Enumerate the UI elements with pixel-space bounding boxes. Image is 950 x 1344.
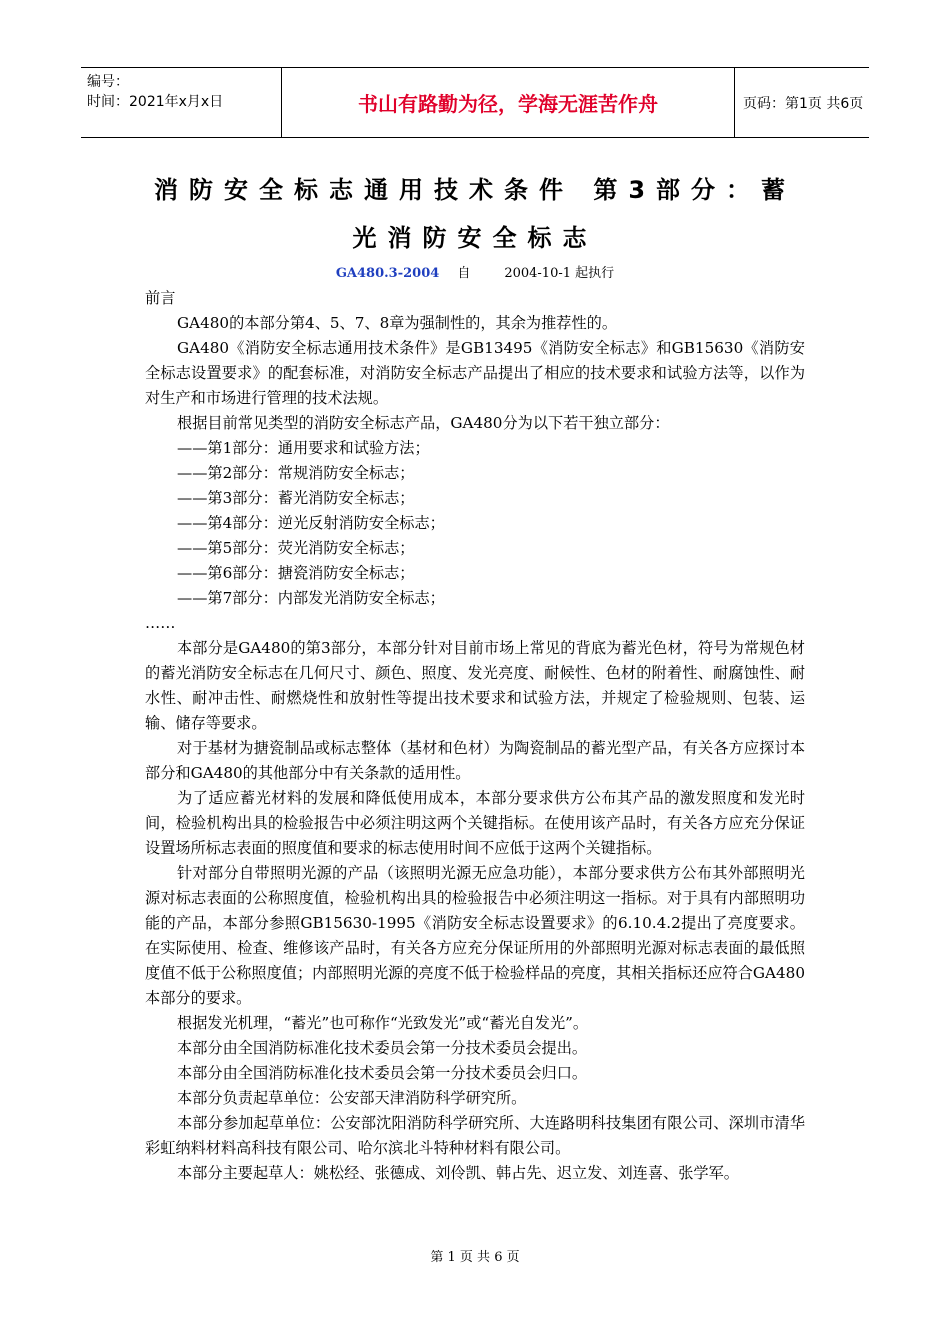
list-item: ——第2部分：常规消防安全标志；: [177, 464, 415, 482]
ellipsis: ……: [145, 614, 176, 632]
list-item: ——第3部分：蓄光消防安全标志；: [177, 489, 415, 507]
list-item: ——第5部分：荧光消防安全标志；: [177, 539, 415, 557]
paragraph: 为了适应蓄光材料的发展和降低使用成本，本部分要求供方公布其产品的激发照度和发光时间，检验机构出具的检验报告中必须注明这两个关键指标。在使用该产品时，有关各方应充分保证设置场所标志表面的照度值和要求的标志使用时间不应低于这两个关键指标。: [145, 789, 805, 857]
paragraph: 根据发光机理，“蓄光”也可称作“光致发光”或“蓄光自发光”。: [177, 1014, 589, 1032]
list-item: ——第7部分：内部发光消防安全标志；: [177, 589, 445, 607]
paragraph: GA480的本部分第4、5、7、8章为强制性的，其余为推荐性的。: [177, 314, 618, 332]
paragraph: 本部分是GA480的第3部分，本部分针对目前市场上常见的背底为蓄光色材，符号为常规色材的蓄光消防安全标志在几何尺寸、颜色、照度、发光亮度、耐候性、色材的附着性、耐腐蚀性、耐水性、耐冲击性、耐燃烧性和放射性等提出技术要求和试验方法，并规定了检验规则、包装、运输、储存等要求。: [145, 639, 805, 732]
document-body: [145, 286, 805, 1186]
page-footer: 第 1 页 共 6 页: [430, 1250, 520, 1265]
header-info: [81, 68, 281, 137]
from-label: 自: [457, 266, 471, 281]
time-label: 时间：2021年x月x日: [87, 94, 224, 110]
paragraph: GA480《消防安全标志通用技术条件》是GB13495《消防安全标志》和GB15630《消防安全标志设置要求》的配套标准，对消防安全标志产品提出了相应的技术要求和试验方法等，以作为对生产和市场进行管理的技术法规。: [145, 339, 805, 407]
effective-date: 2004-10-1 起执行: [504, 266, 615, 281]
paragraph: 本部分负责起草单位：公安部天津消防科学研究所。: [177, 1089, 527, 1107]
standard-meta: [0, 262, 950, 281]
paragraph: 针对部分自带照明光源的产品（该照明光源无应急功能），本部分要求供方公布其外部照明光源对标志表面的公称照度值，检验机构出具的检验报告中必须注明这一指标。对于具有内部照明功能的产品，本部分参照GB15630-1995《消防安全标志设置要求》的6.10.4.2提出了亮度要求。在实际使用、检查、维修该产品时，有关各方应充分保证所用的外部照明光源对标志表面的最低照度值不低于公称照度值；内部照明光源的亮度不低于检验样品的亮度，其相关指标还应符合GA480本部分的要求。: [145, 864, 805, 1007]
document-title-line1: 消防安全标志通用技术条件 第3部分：蓄: [153, 176, 797, 204]
paragraph: 本部分主要起草人：姚松经、张德成、刘伶凯、韩占先、迟立发、刘连喜、张学军。: [177, 1164, 739, 1182]
document-title-line2: 光消防安全标志: [352, 224, 598, 252]
paragraph: 根据目前常见类型的消防安全标志产品，GA480分为以下若干独立部分：: [177, 414, 670, 432]
page-header: [81, 67, 869, 138]
list-item: ——第4部分：逆光反射消防安全标志；: [177, 514, 445, 532]
paragraph: 本部分由全国消防标准化技术委员会第一分技术委员会归口。: [177, 1064, 588, 1082]
paragraph: 本部分参加起草单位：公安部沈阳消防科学研究所、大连路明科技集团有限公司、深圳市清华彩虹纳料材料高科技有限公司、哈尔滨北斗特种材料有限公司。: [145, 1114, 805, 1157]
paragraph: 对于基材为搪瓷制品或标志整体（基材和色材）为陶瓷制品的蓄光型产品，有关各方应探讨本部分和GA480的其他部分中有关条款的适用性。: [145, 739, 805, 782]
list-item: ——第6部分：搪瓷消防安全标志；: [177, 564, 415, 582]
list-item: ——第1部分：通用要求和试验方法；: [177, 439, 430, 457]
standard-number: GA480.3-2004: [335, 266, 440, 281]
number-label: 编号：: [87, 74, 129, 90]
header-motto: 书山有路勤为径，学海无涯苦作舟: [281, 68, 735, 137]
header-page-info: 页码：第1页 共6页: [743, 95, 864, 112]
paragraph: 本部分由全国消防标准化技术委员会第一分技术委员会提出。: [177, 1039, 588, 1057]
preface-heading: 前言: [145, 289, 176, 307]
